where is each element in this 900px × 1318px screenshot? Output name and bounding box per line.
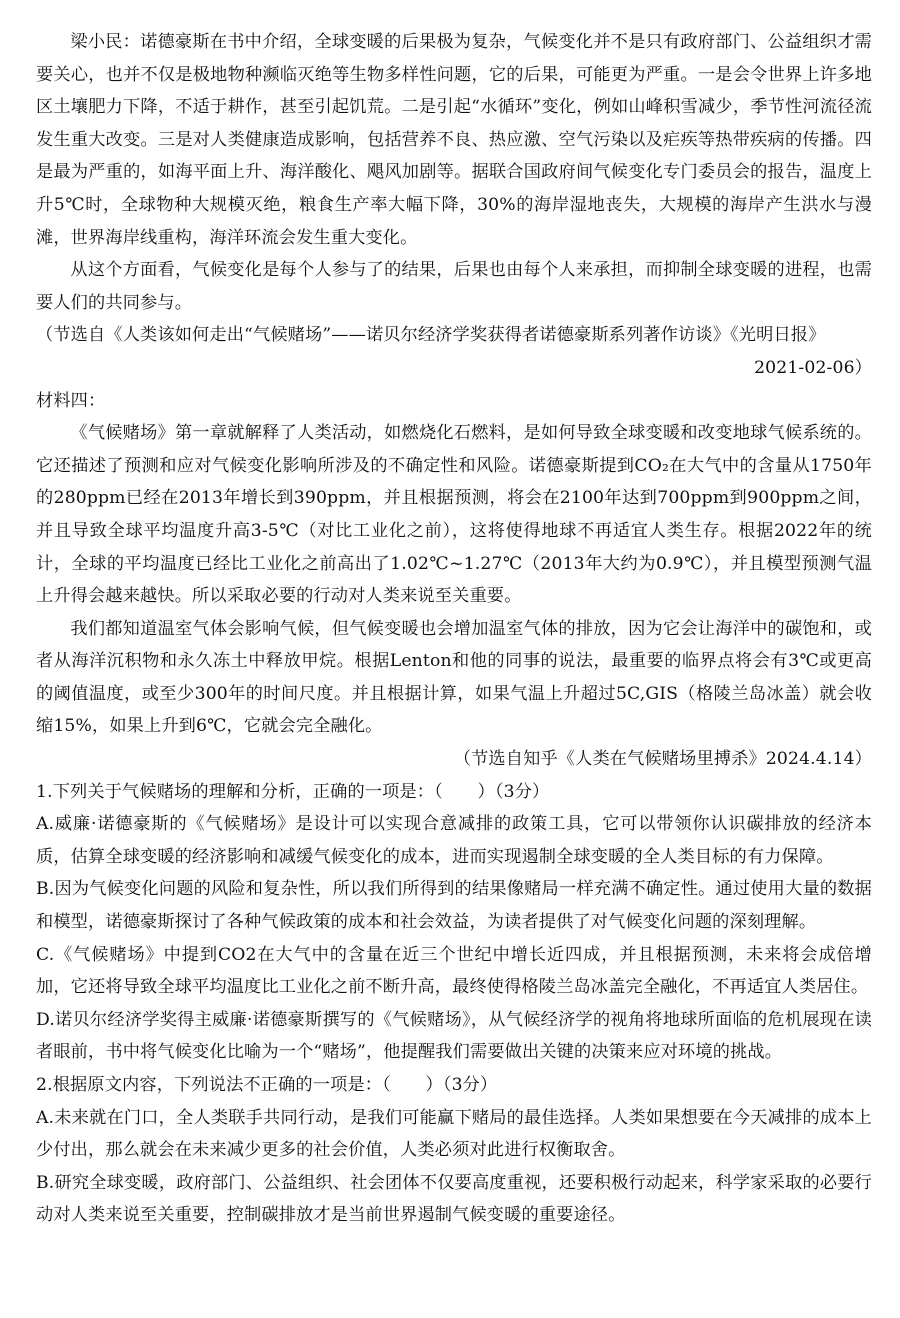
question-1-option-a: A.威廉·诺德豪斯的《气候赌场》是设计可以实现合意减排的政策工具，它可以带领你认识碳排放的经济本质，估算全球变暖的经济影响和减缓气候变化的成本，进而实现遏制全球变暖的全人类目标的有力保障。: [36, 814, 872, 867]
question-1-option-b: B.因为气候变化问题的风险和复杂性，所以我们所得到的结果像赌局一样充满不确定性。通过使用大量的数据和模型，诺德豪斯探讨了各种气候政策的成本和社会效益，为读者提供了对气候变化问题的深刻理解。: [36, 879, 872, 933]
question-1-option-c: C.《气候赌场》中提到CO2在大气中的含量在近三个世纪中增长近四成，并且根据预测，未来将会成倍增加，它还将导致全球平均温度比工业化之前不断升高，最终使得格陵兰岛冰盖完全融化，不再适宜人类居住。: [36, 944, 872, 998]
question-2: [36, 1069, 872, 1232]
material4-source: （节选自知乎《人类在气候赌场里搏杀》2024.4.14）: [453, 749, 872, 770]
material3-source-line-2: 2021-02-06）: [754, 357, 872, 378]
material3-paragraph-2: 从这个方面看，气候变化是每个人参与了的结果，后果也由每个人来承担，而抑制全球变暖的进程，也需要人们的共同参与。: [36, 260, 872, 313]
exam-page: [36, 26, 872, 1232]
question-2-stem: 2.根据原文内容，下列说法不正确的一项是：（ ）（3分）: [36, 1075, 498, 1095]
material3-paragraph-1: 梁小民：诺德豪斯在书中介绍，全球变暖的后果极为复杂，气候变化并不是只有政府部门、公益组织才需要关心，也并不仅是极地物种濒临灭绝等生物多样性问题，它的后果，可能更为严重。一是会令世界上许多地区土壤肥力下降，不适于耕作，甚至引起饥荒。二是引起“水循环”变化，例如山峰积雪减少，季节性河流径流发生重大改变。三是对人类健康造成影响，包括营养不良、热应激、空气污染以及疟疾等热带疾病的传播。四是最为严重的，如海平面上升、海洋酸化、飓风加剧等。据联合国政府间气候变化专门委员会的报告，温度上升5℃时，全球物种大规模灭绝，粮食生产率大幅下降，30%的海岸湿地丧失，大规模的海岸产生洪水与漫滩，世界海岸线重构，海洋环流会发生重大变化。: [36, 32, 872, 248]
material4-paragraph-2: 我们都知道温室气体会影响气候，但气候变暖也会增加温室气体的排放，因为它会让海洋中的碳饱和，或者从海洋沉积物和永久冻土中释放甲烷。根据Lenton和他的同事的说法，最重要的临界点将会有3℃或更高的阈值温度，或至少300年的时间尺度。并且根据计算，如果气温上升超过5C,GIS（格陵兰岛冰盖）就会收缩15%，如果上升到6℃，它就会完全融化。: [36, 618, 872, 737]
question-2-option-b: B.研究全球变暖，政府部门、公益组织、社会团体不仅要高度重视，还要积极行动起来，科学家采取的必要行动对人类来说至关重要，控制碳排放才是当前世界遏制气候变暖的重要途径。: [36, 1172, 872, 1226]
material4-paragraph-1: 《气候赌场》第一章就解释了人类活动，如燃烧化石燃料，是如何导致全球变暖和改变地球气候系统的。它还描述了预测和应对气候变化影响所涉及的不确定性和风险。诺德豪斯提到CO₂在大气中的含量从1750年的280ppm已经在2013年增长到390ppm，并且根据预测，将会在2100年达到700ppm到900ppm之间，并且导致全球平均温度升高3-5℃（对比工业化之前），这将使得地球不再适宜人类生存。根据2022年的统计，全球的平均温度已经比工业化之前高出了1.02℃~1.27℃（2013年大约为0.9℃），并且模型预测气温上升得会越来越快。所以采取必要的行动对人类来说至关重要。: [36, 423, 872, 607]
material4-heading: 材料四：: [36, 390, 106, 411]
material3-source-line-1: （节选自《人类该如何走出“气候赌场”——诺贝尔经济学奖获得者诺德豪斯系列著作访谈》《光明日报》: [36, 325, 826, 346]
question-1-option-d: D.诺贝尔经济学奖得主威廉·诺德豪斯撰写的《气候赌场》，从气候经济学的视角将地球所面临的危机展现在读者眼前，书中将气候变化比喻为一个“赌场”，他提醒我们需要做出关键的决策来应对环境的挑战。: [36, 1009, 872, 1063]
question-1: [36, 776, 872, 1069]
question-1-stem: 1.下列关于气候赌场的理解和分析，正确的一项是：（ ）（3分）: [36, 781, 550, 802]
question-2-option-a: A.未来就在门口，全人类联手共同行动，是我们可能赢下赌局的最佳选择。人类如果想要在今天减排的成本上少付出，那么就会在未来减少更多的社会价值，人类必须对此进行权衡取舍。: [36, 1107, 872, 1161]
